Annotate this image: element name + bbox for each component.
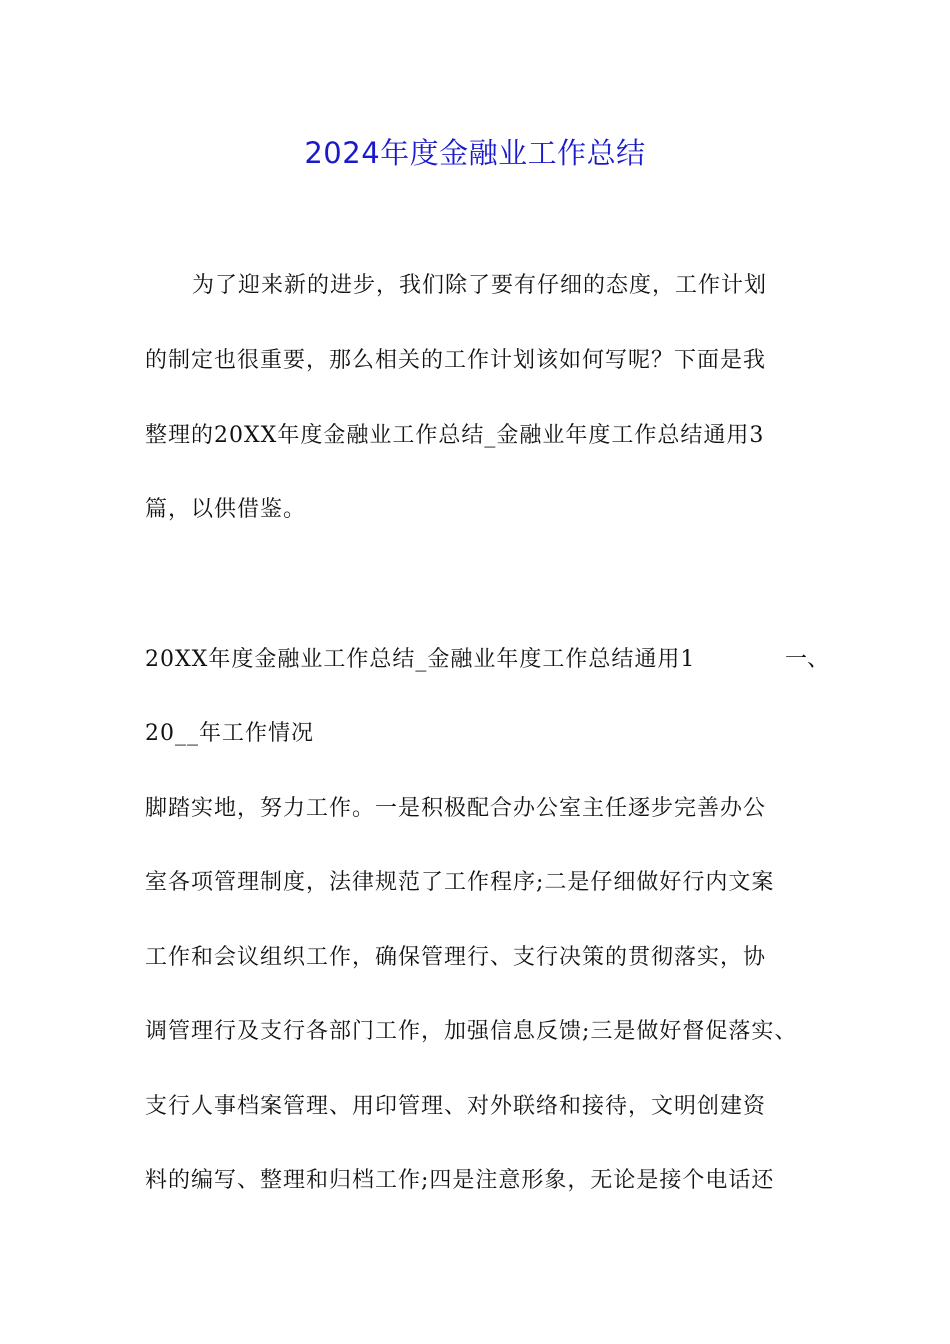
- intro-line-3: 整理的20XX年度金融业工作总结_金融业年度工作总结通用3: [145, 423, 765, 448]
- body-line-6: 料的编写、整理和归档工作;四是注意形象，无论是接个电话还: [145, 1168, 775, 1193]
- subheading: 20__年工作情况: [145, 721, 314, 746]
- body-line-3: 工作和会议组织工作，确保管理行、支行决策的贯彻落实，协: [145, 945, 767, 970]
- body-line-1: 脚踏实地，努力工作。一是积极配合办公室主任逐步完善办公: [145, 796, 767, 821]
- body-line-2: 室各项管理制度，法律规范了工作程序;二是仔细做好行内文案: [145, 870, 775, 895]
- intro-line-4: 篇，以供借鉴。: [145, 497, 307, 522]
- section-heading: 20XX年度金融业工作总结_金融业年度工作总结通用1: [145, 647, 696, 672]
- body-line-4: 调管理行及支行各部门工作，加强信息反馈;三是做好督促落实、: [145, 1019, 798, 1044]
- section-heading-tail: 一、: [785, 647, 830, 672]
- document-title: 2024年度金融业工作总结: [304, 136, 646, 170]
- intro-line-1: 为了迎来新的进步，我们除了要有仔细的态度，工作计划: [192, 273, 768, 298]
- intro-line-2: 的制定也很重要，那么相关的工作计划该如何写呢？下面是我: [145, 348, 767, 373]
- body-line-5: 支行人事档案管理、用印管理、对外联络和接待，文明创建资: [145, 1094, 767, 1119]
